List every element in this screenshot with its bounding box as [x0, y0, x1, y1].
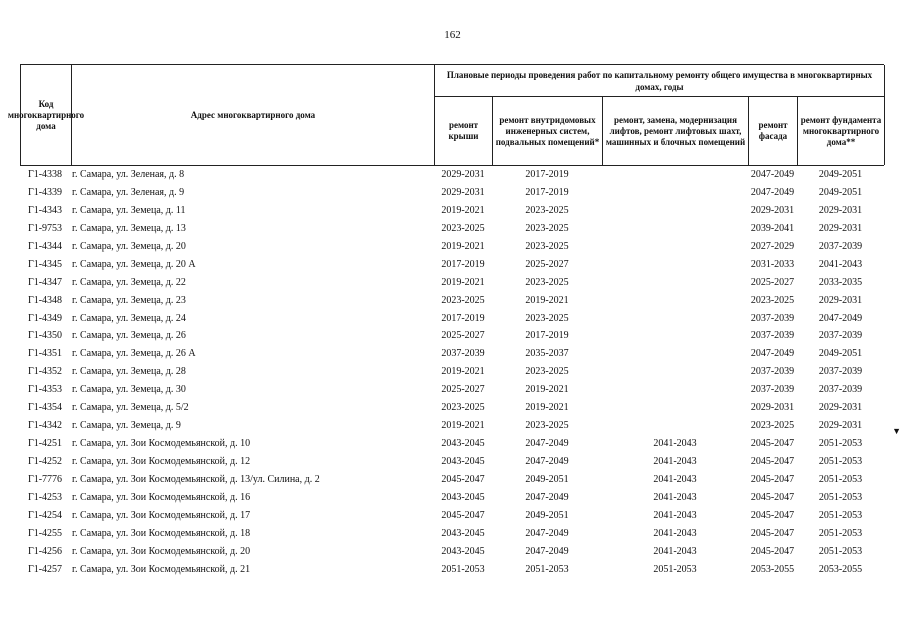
cell-code: Г1-4348: [27, 294, 63, 306]
cell-foundation: 2047-2049: [818, 312, 863, 324]
cell-code: Г1-4353: [27, 384, 63, 396]
table-row: [20, 399, 884, 417]
table-row: [20, 166, 884, 184]
cell-address: г. Самара, ул. Зои Космодемьянской, д. 16: [72, 491, 251, 503]
cell-code: Г1-4347: [27, 276, 63, 288]
cell-foundation: 2029-2031: [818, 204, 863, 216]
cell-roof: 2019-2021: [441, 276, 485, 288]
cell-foundation: 2053-2055: [818, 563, 863, 575]
cell-roof: 2017-2019: [441, 258, 485, 270]
cell-lifts: 2041-2043: [653, 527, 697, 539]
cell-engineering: 2023-2025: [525, 366, 569, 378]
cell-roof: 2043-2045: [441, 491, 485, 503]
cell-facade: 2047-2049: [750, 348, 795, 360]
table-row: [20, 310, 884, 328]
cell-facade: 2037-2039: [750, 366, 795, 378]
cell-foundation: 2041-2043: [818, 258, 863, 270]
cell-foundation: 2051-2053: [818, 527, 863, 539]
cell-lifts: 2041-2043: [653, 438, 697, 450]
cell-engineering: 2047-2049: [525, 527, 569, 539]
table-header: [7, 64, 884, 166]
table-row: [20, 561, 884, 579]
table-row: [20, 274, 884, 292]
cell-foundation: 2029-2031: [818, 294, 863, 306]
cell-address: г. Самара, ул. Земеца, д. 28: [72, 366, 186, 378]
header-address: Адрес многоквартирного дома: [71, 65, 434, 165]
cell-foundation: 2051-2053: [818, 456, 863, 467]
cell-address: г. Самара, ул. Земеца, д. 9: [72, 420, 181, 432]
cell-facade: 2039-2041: [750, 222, 795, 234]
cell-engineering: 2023-2025: [525, 204, 569, 216]
header-code: Код многоквартирного дома: [20, 65, 71, 165]
cell-roof: 2017-2019: [441, 312, 485, 324]
table-body: [20, 166, 884, 579]
cell-engineering: 2023-2025: [525, 240, 569, 252]
cell-facade: 2053-2055: [750, 563, 795, 575]
cell-foundation: 2051-2053: [818, 473, 863, 485]
cell-roof: 2029-2031: [441, 169, 485, 180]
cell-lifts: 2041-2043: [653, 545, 697, 557]
cell-facade: 2037-2039: [750, 312, 795, 324]
cell-code: Г1-4254: [27, 509, 63, 521]
cell-code: Г1-4345: [27, 258, 63, 270]
cell-code: Г1-4350: [27, 330, 63, 342]
cell-engineering: 2047-2049: [525, 438, 569, 450]
cell-facade: 2047-2049: [750, 169, 795, 180]
cell-engineering: 2023-2025: [525, 312, 569, 324]
cell-code: Г1-4251: [27, 438, 63, 450]
cell-address: г. Самара, ул. Зои Космодемьянской, д. 20: [72, 545, 251, 557]
cell-roof: 2043-2045: [441, 527, 485, 539]
cell-facade: 2045-2047: [750, 456, 795, 467]
table-row: [20, 453, 884, 471]
cell-engineering: 2017-2019: [525, 169, 569, 180]
cell-code: Г1-4339: [27, 186, 63, 198]
table-row: [20, 489, 884, 507]
cell-foundation: 2037-2039: [818, 366, 863, 378]
cell-roof: 2025-2027: [441, 384, 485, 396]
cell-engineering: 2023-2025: [525, 276, 569, 288]
table-row: [20, 543, 884, 561]
cell-facade: 2045-2047: [750, 545, 795, 557]
cell-address: г. Самара, ул. Зои Космодемьянской, д. 18: [72, 527, 251, 539]
header-foundation: ремонт фундамента многоквартирного дома**: [797, 97, 885, 165]
cell-foundation: 2051-2053: [818, 509, 863, 521]
cell-address: г. Самара, ул. Земеца, д. 26 А: [72, 348, 196, 360]
cell-code: Г1-4253: [27, 491, 63, 503]
cell-engineering: 2047-2049: [525, 491, 569, 503]
cell-facade: 2029-2031: [750, 402, 795, 414]
cell-facade: 2047-2049: [750, 186, 795, 198]
cell-lifts: 2041-2043: [653, 473, 697, 485]
cell-roof: 2019-2021: [441, 240, 485, 252]
cell-roof: 2037-2039: [441, 348, 485, 360]
cell-facade: 2023-2025: [750, 294, 795, 306]
table-row: [20, 363, 884, 381]
cell-address: г. Самара, ул. Земеца, д. 22: [72, 276, 186, 288]
header-periods: Плановые периоды проведения работ по капитальному ремонту общего имущества в многоквартирных домах, годы: [434, 65, 885, 97]
cell-engineering: 2025-2027: [525, 258, 569, 270]
cell-roof: 2045-2047: [441, 473, 485, 485]
cell-code: Г1-9753: [27, 222, 63, 234]
cell-code: Г1-4349: [27, 312, 63, 324]
cell-foundation: 2029-2031: [818, 222, 863, 234]
table-row: [20, 507, 884, 525]
cell-roof: 2045-2047: [441, 509, 485, 521]
header-lifts: ремонт, замена, модернизация лифтов, ремонт лифтовых шахт, машинных и блочных помещений: [602, 97, 748, 165]
cell-roof: 2043-2045: [441, 438, 485, 450]
cell-facade: 2037-2039: [750, 384, 795, 396]
table-row: [20, 184, 884, 202]
table-row: [20, 435, 884, 453]
cell-lifts: 2041-2043: [653, 509, 697, 521]
cell-facade: 2031-2033: [750, 258, 795, 270]
cell-facade: 2045-2047: [750, 473, 795, 485]
cell-engineering: 2019-2021: [525, 402, 569, 414]
cell-foundation: 2049-2051: [818, 186, 863, 198]
cell-address: г. Самара, ул. Земеца, д. 11: [72, 204, 186, 216]
cell-engineering: 2047-2049: [525, 456, 569, 467]
cell-facade: 2037-2039: [750, 330, 795, 342]
table-row: [20, 471, 884, 489]
header-facade: ремонт фасада: [748, 97, 797, 165]
scan-mark-icon: ▼: [892, 426, 901, 436]
cell-facade: 2025-2027: [750, 276, 795, 288]
cell-facade: 2027-2029: [750, 240, 795, 252]
cell-address: г. Самара, ул. Зои Космодемьянской, д. 12: [72, 456, 251, 467]
cell-engineering: 2049-2051: [525, 509, 569, 521]
cell-address: г. Самара, ул. Земеца, д. 24: [72, 312, 186, 324]
cell-foundation: 2033-2035: [818, 276, 863, 288]
cell-lifts: 2051-2053: [653, 563, 697, 575]
cell-address: г. Самара, ул. Земеца, д. 30: [72, 384, 186, 396]
header-engineering: ремонт внутридомовых инженерных систем, подвальных помещений*: [492, 97, 602, 165]
cell-foundation: 2051-2053: [818, 491, 863, 503]
cell-lifts: 2041-2043: [653, 491, 697, 503]
cell-roof: 2023-2025: [441, 294, 485, 306]
cell-engineering: 2019-2021: [525, 384, 569, 396]
cell-roof: 2019-2021: [441, 366, 485, 378]
cell-engineering: 2017-2019: [525, 186, 569, 198]
cell-roof: 2023-2025: [441, 222, 485, 234]
cell-code: Г1-4256: [27, 545, 63, 557]
cell-foundation: 2037-2039: [818, 330, 863, 342]
cell-code: Г1-4354: [27, 402, 63, 414]
cell-roof: 2043-2045: [441, 456, 485, 467]
cell-foundation: 2051-2053: [818, 438, 863, 450]
table-row: [20, 238, 884, 256]
cell-engineering: 2017-2019: [525, 330, 569, 342]
cell-foundation: 2037-2039: [818, 240, 863, 252]
cell-address: г. Самара, ул. Зои Космодемьянской, д. 10: [72, 438, 251, 450]
cell-code: Г1-4342: [27, 420, 63, 432]
header-roof: ремонт крыши: [434, 97, 492, 165]
cell-address: г. Самара, ул. Земеца, д. 20 А: [72, 258, 196, 270]
table-row: [20, 256, 884, 274]
cell-foundation: 2051-2053: [818, 545, 863, 557]
cell-address: г. Самара, ул. Зои Космодемьянской, д. 13/ул. Силина, д. 2: [72, 473, 320, 485]
cell-engineering: 2019-2021: [525, 294, 569, 306]
table-row: [20, 292, 884, 310]
cell-facade: 2029-2031: [750, 204, 795, 216]
cell-roof: 2025-2027: [441, 330, 485, 342]
cell-foundation: 2029-2031: [818, 420, 863, 432]
cell-code: Г1-4352: [27, 366, 63, 378]
cell-code: Г1-4255: [27, 527, 63, 539]
cell-engineering: 2049-2051: [525, 473, 569, 485]
page-number: 162: [444, 29, 461, 41]
cell-engineering: 2035-2037: [525, 348, 569, 360]
cell-address: г. Самара, ул. Земеца, д. 26: [72, 330, 186, 342]
cell-engineering: 2047-2049: [525, 545, 569, 557]
cell-facade: 2045-2047: [750, 509, 795, 521]
table-row: [20, 220, 884, 238]
cell-code: Г1-4338: [27, 169, 63, 180]
cell-roof: 2023-2025: [441, 402, 485, 414]
cell-lifts: 2041-2043: [653, 456, 697, 467]
cell-foundation: 2049-2051: [818, 348, 863, 360]
cell-address: г. Самара, ул. Зои Космодемьянской, д. 21: [72, 563, 251, 575]
cell-roof: 2019-2021: [441, 204, 485, 216]
cell-roof: 2043-2045: [441, 545, 485, 557]
cell-address: г. Самара, ул. Зеленая, д. 8: [72, 169, 185, 180]
cell-roof: 2051-2053: [441, 563, 485, 575]
cell-foundation: 2029-2031: [818, 402, 863, 414]
cell-facade: 2045-2047: [750, 527, 795, 539]
cell-address: г. Самара, ул. Зои Космодемьянской, д. 17: [72, 509, 251, 521]
cell-foundation: 2049-2051: [818, 169, 863, 180]
cell-code: Г1-7776: [27, 473, 63, 485]
cell-roof: 2029-2031: [441, 186, 485, 198]
cell-code: Г1-4344: [27, 240, 63, 252]
cell-code: Г1-4351: [27, 348, 63, 360]
cell-address: г. Самара, ул. Зеленая, д. 9: [72, 186, 185, 198]
cell-code: Г1-4257: [27, 563, 63, 575]
cell-foundation: 2037-2039: [818, 384, 863, 396]
cell-code: Г1-4252: [27, 456, 63, 467]
cell-address: г. Самара, ул. Земеца, д. 5/2: [72, 402, 189, 414]
table-row: [20, 525, 884, 543]
cell-engineering: 2023-2025: [525, 222, 569, 234]
cell-address: г. Самара, ул. Земеца, д. 20: [72, 240, 186, 252]
cell-code: Г1-4343: [27, 204, 63, 216]
table-row: [20, 202, 884, 220]
cell-facade: 2045-2047: [750, 491, 795, 503]
cell-address: г. Самара, ул. Земеца, д. 13: [72, 222, 186, 234]
cell-facade: 2023-2025: [750, 420, 795, 432]
cell-engineering: 2051-2053: [525, 563, 569, 575]
cell-facade: 2045-2047: [750, 438, 795, 450]
table-row: [20, 381, 884, 399]
table-row: [20, 417, 884, 435]
table-row: [20, 345, 884, 363]
capital-repair-table: [7, 64, 884, 579]
cell-roof: 2019-2021: [441, 420, 485, 432]
cell-address: г. Самара, ул. Земеца, д. 23: [72, 294, 186, 306]
table-row: [20, 327, 884, 345]
cell-engineering: 2023-2025: [525, 420, 569, 432]
